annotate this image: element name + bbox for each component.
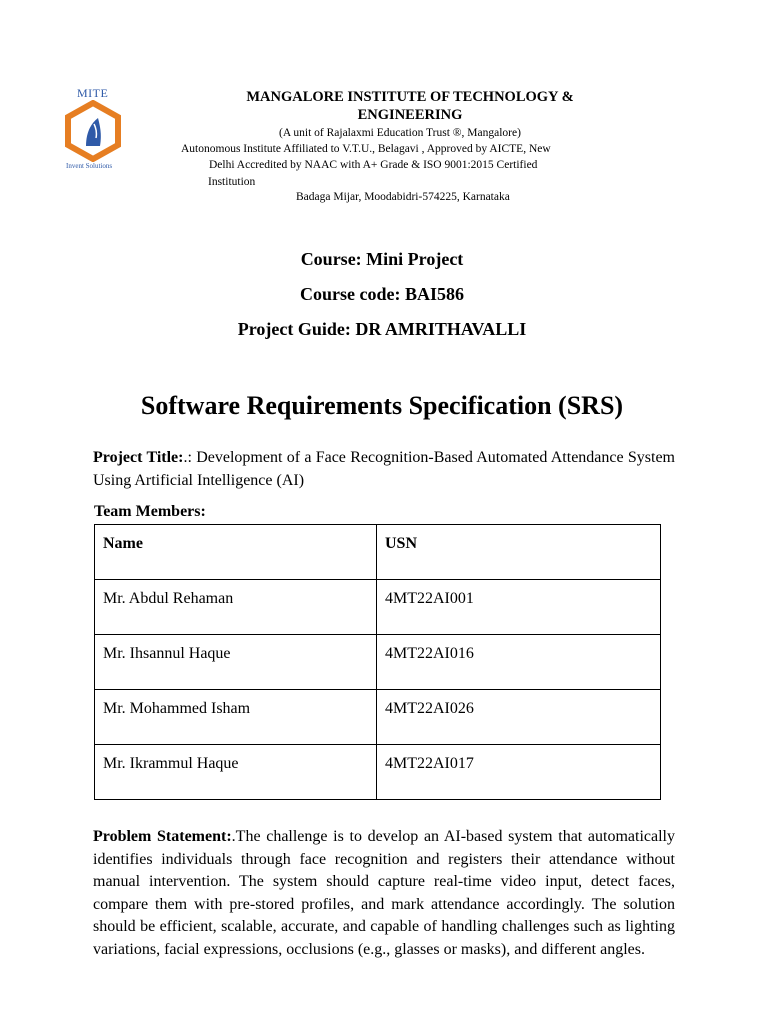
problem-statement-text: The challenge is to develop an AI-based system that automatically identifies individuals through face recognition and registers their attendance without manual intervention. The system should capture real-time video input, detect faces, compare them with pre-stored profiles, and mark attendance accordingly. The solution should be efficient, scalable, accurate, and capable of handling challenges such as lighting variations, facial expressions, occlusions (e.g., glasses or masks), and different angles. xyxy=(93,828,676,958)
hexagon-logo-icon xyxy=(62,100,124,162)
institute-trust: (A unit of Rajalaxmi Education Trust ®, Mangalore) xyxy=(279,127,521,139)
problem-statement-paragraph xyxy=(93,826,675,961)
header-usn: USN xyxy=(377,525,661,580)
project-title-paragraph xyxy=(93,447,675,492)
member-name: Mr. Ihsannul Haque xyxy=(95,635,377,690)
course-code: Course code: BAI586 xyxy=(300,284,464,304)
institute-affiliation-3: Institution xyxy=(208,176,256,188)
member-usn: 4MT22AI016 xyxy=(377,635,661,690)
project-title-separator: .: xyxy=(183,449,197,466)
member-name: Mr. Mohammed Isham xyxy=(95,690,377,745)
table-row xyxy=(95,635,661,690)
member-usn: 4MT22AI001 xyxy=(377,580,661,635)
problem-statement-label: Problem Statement: xyxy=(93,828,232,845)
member-usn: 4MT22AI026 xyxy=(377,690,661,745)
member-name: Mr. Ikrammul Haque xyxy=(95,745,377,800)
project-guide: Project Guide: DR AMRITHAVALLI xyxy=(237,319,527,339)
table-header-row xyxy=(95,525,661,580)
institute-logo xyxy=(62,86,132,176)
table-row xyxy=(95,745,661,800)
team-members-label: Team Members: xyxy=(94,503,206,520)
course-name: Course: Mini Project xyxy=(300,249,464,269)
logo-tagline: Invent Solutions xyxy=(66,162,113,170)
header-name: Name xyxy=(95,525,377,580)
project-title-text: Development of a Face Recognition-Based Automated Attendance System Using Artificial Intelligence (AI) xyxy=(93,449,676,489)
institute-name: MANGALORE INSTITUTE OF TECHNOLOGY & ENGINEERING xyxy=(246,89,574,123)
project-title-label: Project Title: xyxy=(93,449,184,466)
logo-text: MITE xyxy=(77,86,109,100)
institute-address: Badaga Mijar, Moodabidri-574225, Karnataka xyxy=(296,191,510,203)
member-usn: 4MT22AI017 xyxy=(377,745,661,800)
table-row xyxy=(95,580,661,635)
institute-affiliation-2: Delhi Accredited by NAAC with A+ Grade & ISO 9001:2015 Certified xyxy=(209,159,538,171)
institute-affiliation-1: Autonomous Institute Affiliated to V.T.U., Belagavi , Approved by AICTE, New xyxy=(181,143,551,155)
document-title: Software Requirements Specification (SRS) xyxy=(140,391,624,420)
team-members-table xyxy=(94,524,661,800)
member-name: Mr. Abdul Rehaman xyxy=(95,580,377,635)
table-row xyxy=(95,690,661,745)
problem-statement-separator: . xyxy=(231,828,236,845)
